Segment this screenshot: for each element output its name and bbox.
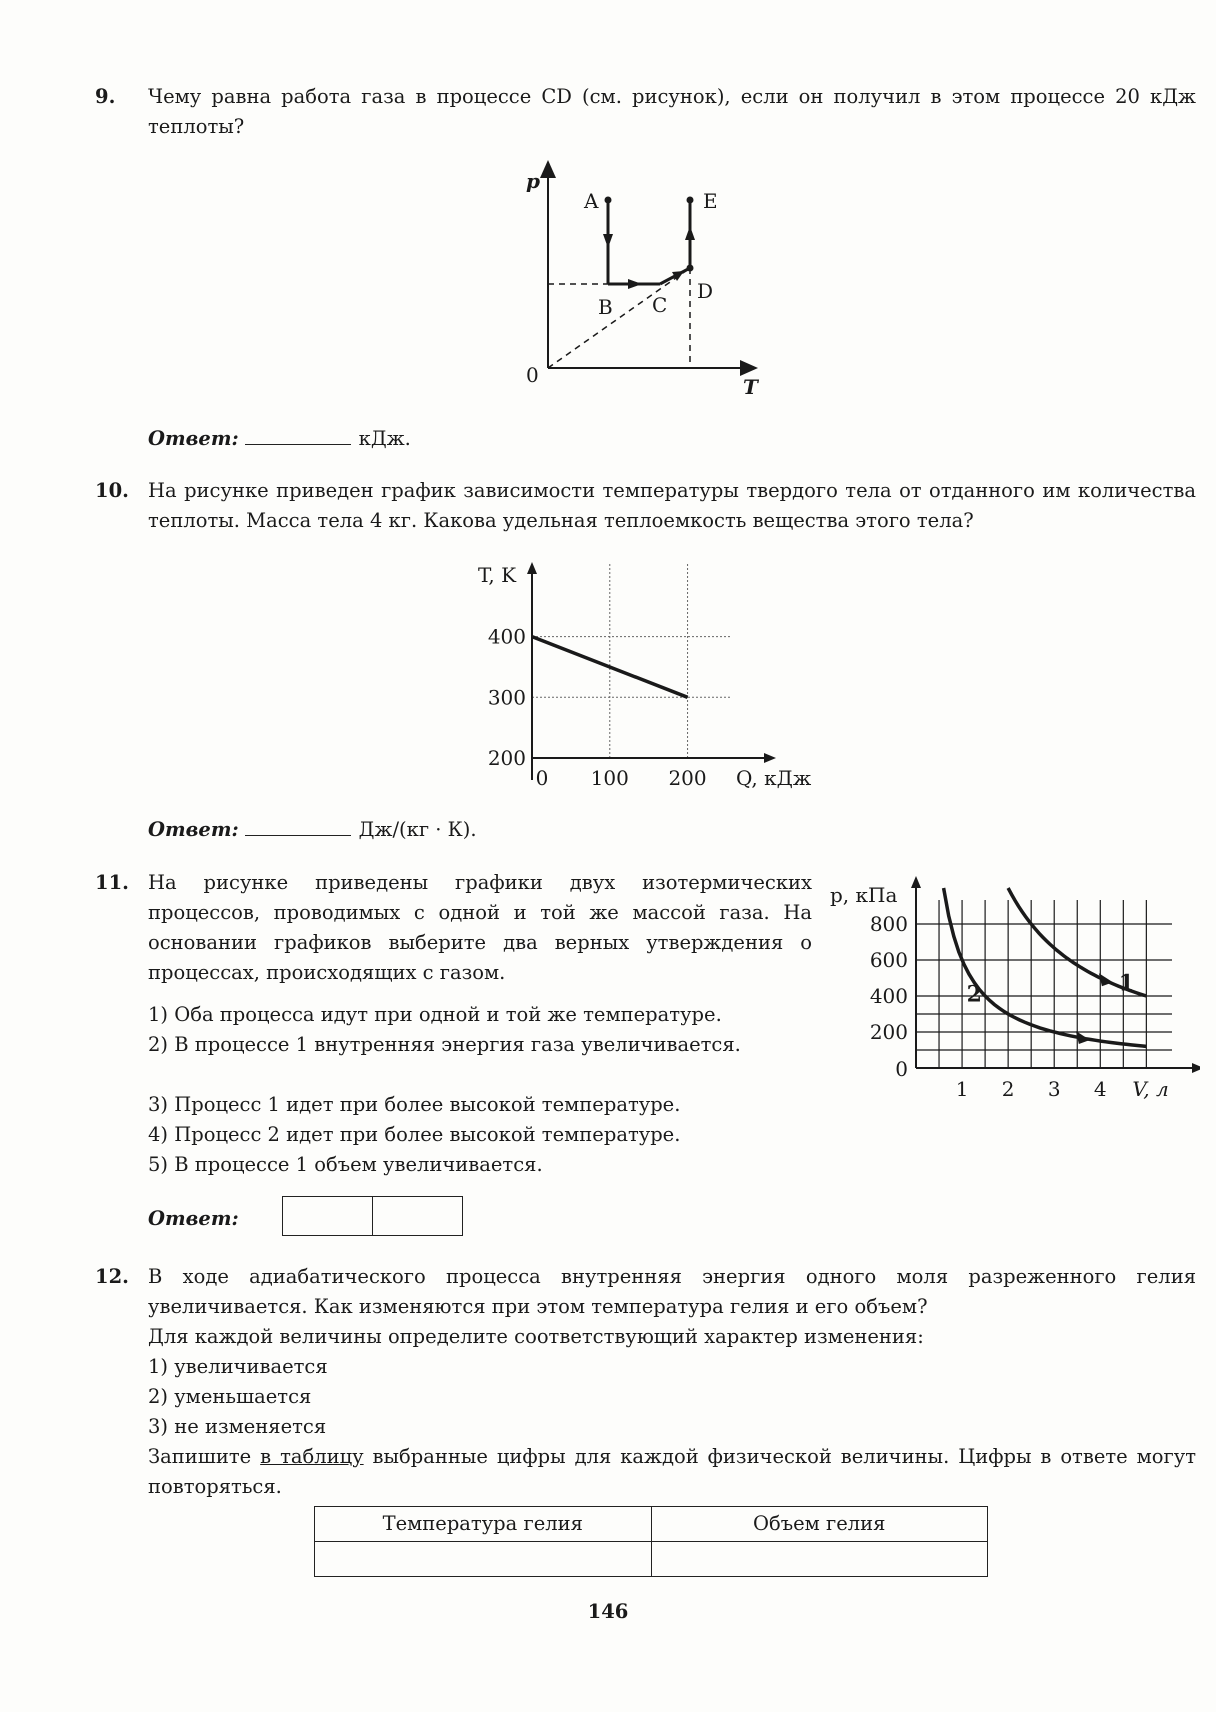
q11-y-label: p, кПа <box>830 883 898 907</box>
q10-x-arrow <box>764 753 776 763</box>
q11-curve-2 <box>944 888 1147 1046</box>
q11-option-4: 4) Процесс 2 идет при более высокой температуре. <box>148 1123 681 1146</box>
q10-x-tick-200: 200 <box>668 766 707 790</box>
q10-chart <box>470 552 830 802</box>
q11-x-tick-2: 2 <box>1001 1077 1015 1101</box>
q12-cell-volume[interactable] <box>651 1542 988 1577</box>
q11-x-label: V, л <box>1132 1077 1169 1101</box>
q10-answer-label: Ответ: <box>148 818 239 841</box>
q10-number: 10. <box>95 479 129 502</box>
q12-write-prefix: Запишите <box>148 1445 261 1468</box>
q10-answer-unit: Дж/(кг · К). <box>358 818 477 841</box>
q9-t-label: T <box>743 375 758 399</box>
q11-series-label-2: 2 <box>966 981 982 1008</box>
q9-answer-blank[interactable] <box>245 422 351 445</box>
q11-option-1: 1) Оба процесса идут при одной и той же температуре. <box>148 1003 722 1026</box>
q9-point-d <box>687 265 694 272</box>
q11-option-5: 5) В процессе 1 объем увеличивается. <box>148 1153 543 1176</box>
q11-y-arrow <box>911 876 921 888</box>
q10-answer-blank[interactable] <box>245 813 351 836</box>
q12-option-2: 2) уменьшается <box>148 1385 312 1408</box>
q10-x-label: Q, кДж <box>736 766 812 790</box>
q12-option-1: 1) увеличивается <box>148 1355 328 1378</box>
q10-x-tick-100: 100 <box>590 766 629 790</box>
q9-origin-label: 0 <box>526 363 539 387</box>
q11-y-tick-800: 800 <box>869 912 908 936</box>
q9-arrow-de <box>685 226 695 240</box>
q9-answer-unit: кДж. <box>358 427 411 450</box>
q9-number: 9. <box>95 85 116 108</box>
q11-y-tick-600: 600 <box>869 948 908 972</box>
q12-cell-temperature[interactable] <box>315 1542 652 1577</box>
q9-text: Чему равна работа газа в процессе CD (см. рисунок), если он получил в этом процессе 20 кДж теплоты? <box>148 85 1196 138</box>
q9-point-a <box>605 197 612 204</box>
q10-answer-line <box>148 813 477 845</box>
q11-text: На рисунке приведены графики двух изотермических процессов, проводимых с одной и той же массой газа. На основании графиков выберите два верных утверждения о процессах, происходящих с газом. <box>148 871 812 984</box>
q11-y-tick-0: 0 <box>895 1057 908 1081</box>
q11-y-tick-200: 200 <box>869 1020 908 1044</box>
q10-y-tick-300: 300 <box>487 685 526 710</box>
q10-y-tick-400: 400 <box>487 624 526 649</box>
q12-instruction: Для каждой величины определите соответствующий характер изменения: <box>148 1325 924 1348</box>
q11-answer-cell-1[interactable] <box>282 1196 373 1236</box>
q9-label-c: C <box>652 293 668 317</box>
q12-option-3: 3) не изменяется <box>148 1415 327 1438</box>
q12-header-temperature: Температура гелия <box>315 1507 652 1542</box>
q9-pt-diagram <box>500 160 780 400</box>
q11-x-arrow <box>1192 1063 1200 1073</box>
q11-series-label-1: 1 <box>1118 970 1135 997</box>
q10-y-tick-200: 200 <box>487 746 526 770</box>
q11-answer-label: Ответ: <box>148 1207 239 1230</box>
q12-write-link: в таблицу <box>260 1445 364 1468</box>
q11-x-tick-1: 1 <box>955 1077 969 1101</box>
q11-x-tick-4: 4 <box>1093 1077 1107 1101</box>
q10-y-label: T, K <box>478 563 517 587</box>
q11-chart <box>820 868 1200 1108</box>
q9-label-a: A <box>584 189 599 213</box>
q10-text: На рисунке приведен график зависимости температуры твердого тела от отданного им количества теплоты. Масса тела 4 кг. Какова удельная теплоемкость вещества этого тела? <box>148 479 1196 532</box>
q11-option-2: 2) В процессе 1 внутренняя энергия газа увеличивается. <box>148 1033 741 1056</box>
q9-arrow-ab <box>603 234 613 248</box>
q11-x-tick-3: 3 <box>1047 1077 1061 1101</box>
q9-label-b: B <box>598 295 613 319</box>
q11-answer-cell-2[interactable] <box>372 1196 463 1236</box>
q11-answer-boxes <box>282 1196 466 1245</box>
q11-y-tick-400: 400 <box>869 984 908 1008</box>
q11-number: 11. <box>95 871 129 894</box>
q10-x-tick-0: 0 <box>535 766 549 790</box>
q9-p-label: p <box>526 169 540 193</box>
q9-label-e: E <box>703 189 718 213</box>
q12-write-instruction <box>148 1442 1196 1502</box>
q9-label-d: D <box>697 279 714 303</box>
q11-option-3: 3) Процесс 1 идет при более высокой температуре. <box>148 1093 681 1116</box>
q12-header-volume: Объем гелия <box>651 1507 988 1542</box>
q9-point-e <box>687 197 694 204</box>
q9-answer-line <box>148 422 411 454</box>
q12-text: В ходе адиабатического процесса внутренняя энергия одного моля разреженного гелия увеличивается. Как изменяются при этом температура гелия и его объем? <box>148 1265 1196 1318</box>
q10-y-arrow <box>527 562 537 574</box>
q9-arrow-bc <box>628 279 642 289</box>
q12-answer-table <box>314 1506 988 1577</box>
page-number: 146 <box>587 1600 629 1623</box>
q9-answer-label: Ответ: <box>148 427 239 450</box>
q12-number: 12. <box>95 1265 129 1288</box>
q12-write-suffix: выбранные цифры для каждой физической величины. Цифры в ответе могут повторяться. <box>148 1445 1197 1498</box>
